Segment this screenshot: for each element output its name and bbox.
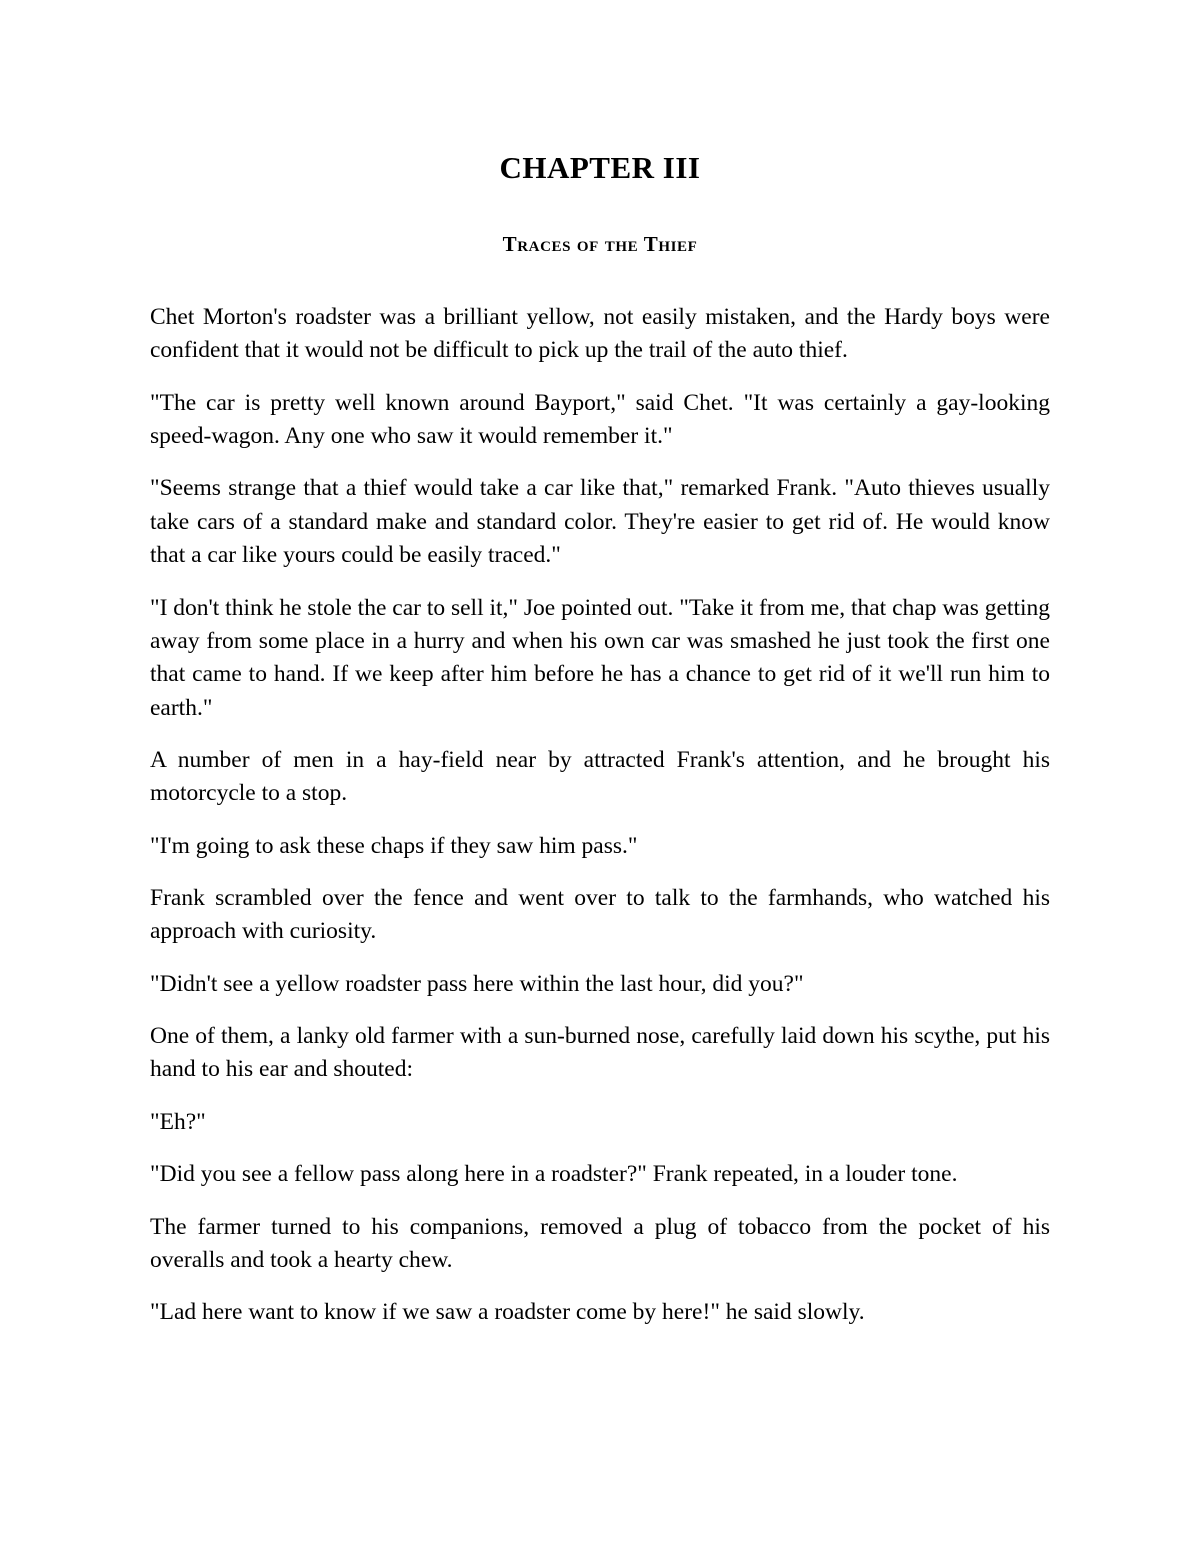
paragraph: A number of men in a hay-field near by attracted Frank's attention, and he brought his motorcycle to a stop. [150, 746, 1050, 807]
paragraph: "Eh?" [150, 1108, 206, 1135]
paragraph: "I don't think he stole the car to sell it," Joe pointed out. "Take it from me, that chap was getting away from some place in a hurry and when his own car was smashed he just took the first one that came to hand. If we keep after him before he has a chance to get rid of it we'll run him to earth." [150, 594, 1051, 721]
paragraph: "Seems strange that a thief would take a car like that," remarked Frank. "Auto thieves usually take cars of a standard make and standard color. They're easier to get rid of. He would know that a car like yours could be easily traced." [150, 475, 1050, 569]
paragraph: "The car is pretty well known around Bayport," said Chet. "It was certainly a gay-looking speed-wagon. Any one who saw it would remember it." [150, 389, 1050, 450]
paragraph: "Lad here want to know if we saw a roadster come by here!" he said slowly. [150, 1299, 865, 1326]
paragraph: "Did you see a fellow pass along here in a roadster?" Frank repeated, in a louder tone. [150, 1161, 958, 1188]
paragraph: The farmer turned to his companions, removed a plug of tobacco from the pocket of his overalls and took a hearty chew. [150, 1213, 1050, 1273]
chapter-body [150, 301, 1050, 1330]
paragraph: Chet Morton's roadster was a brilliant yellow, not easily mistaken, and the Hardy boys were confident that it would not be difficult to pick up the trail of the auto thief. [150, 304, 1050, 364]
chapter-title: CHAPTER III [499, 150, 701, 185]
paragraph: Frank scrambled over the fence and went over to talk to the farmhands, who watched his approach with curiosity. [150, 885, 1050, 945]
paragraph: One of them, a lanky old farmer with a sun-burned nose, carefully laid down his scythe, put his hand to his ear and shouted: [150, 1023, 1050, 1083]
chapter-subtitle: Traces of the Thief [502, 232, 698, 256]
paragraph: "Didn't see a yellow roadster pass here within the last hour, did you?" [150, 970, 804, 997]
paragraph: "I'm going to ask these chaps if they saw him pass." [150, 832, 638, 859]
